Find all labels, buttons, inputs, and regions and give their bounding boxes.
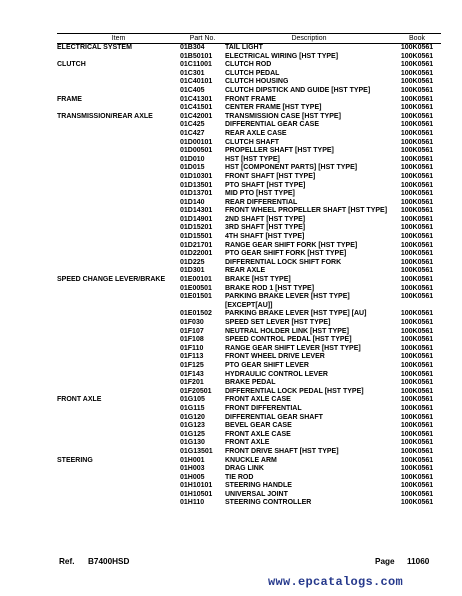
row-book: 100K0561 <box>400 310 434 318</box>
row-book: 100K0561 <box>400 447 434 455</box>
row-item <box>57 199 180 208</box>
row-description: FRONT AXLE <box>225 439 270 447</box>
row-part-no: 01E01502 <box>180 310 212 318</box>
row-book: 100K0561 <box>400 276 434 284</box>
row-part-no: 01H005 <box>180 473 205 481</box>
row-book: 100K0561 <box>400 319 434 326</box>
row-book: 100K0561 <box>400 95 434 103</box>
table-row <box>57 353 441 362</box>
row-description: FRONT AXLE CASE <box>225 430 291 438</box>
row-description: DIFFERENTIAL GEAR CASE <box>225 121 319 129</box>
row-item <box>57 250 180 259</box>
row-item <box>57 216 180 225</box>
row-part-no: 01G115 <box>180 404 205 412</box>
row-part-no: 01E00501 <box>180 284 212 292</box>
table-row <box>57 474 441 483</box>
row-item <box>57 78 180 87</box>
table-row <box>57 310 441 319</box>
row-part-no: 01G105 <box>180 396 205 404</box>
row-item <box>57 156 180 165</box>
header-description: Description <box>291 35 327 42</box>
row-part-no: 01D010 <box>180 155 205 163</box>
row-item <box>57 53 180 62</box>
row-book: 100K0561 <box>400 370 434 378</box>
row-description: BEVEL GEAR CASE <box>225 422 292 430</box>
row-part-no: 01B304 <box>180 44 205 51</box>
table-row <box>57 457 441 466</box>
row-item <box>57 422 180 431</box>
row-part-no: 01D13501 <box>180 181 213 189</box>
row-part-no: 01D00101 <box>180 138 213 146</box>
row-item <box>57 405 180 414</box>
table-row <box>57 104 441 113</box>
table-row <box>57 328 441 337</box>
table-row <box>57 388 441 397</box>
table-row <box>57 113 441 122</box>
row-item: FRAME <box>57 95 82 103</box>
row-part-no: 01H003 <box>180 465 205 473</box>
ref-label: Ref. <box>59 557 75 566</box>
row-book: 100K0561 <box>400 78 434 86</box>
table-row <box>57 147 441 156</box>
row-book: 100K0561 <box>400 413 434 421</box>
table-row <box>57 491 441 500</box>
table-row <box>57 336 441 345</box>
row-item <box>57 147 180 156</box>
row-item <box>57 353 180 362</box>
row-description: 3RD SHAFT [HST TYPE] <box>225 224 306 232</box>
row-book: 100K0561 <box>400 490 434 498</box>
table-row <box>57 199 441 208</box>
row-description: KNUCKLE ARM <box>225 456 277 464</box>
row-book: 100K0561 <box>400 250 434 258</box>
row-description: 4TH SHAFT [HST TYPE] <box>225 233 305 241</box>
row-book: 100K0561 <box>400 121 434 129</box>
table-row <box>57 242 441 251</box>
page-label: Page <box>375 557 395 566</box>
row-description: BRAKE PEDAL <box>225 379 276 387</box>
row-part-no: 01G123 <box>180 422 205 430</box>
row-item <box>57 379 180 388</box>
row-part-no: 01D15501 <box>180 233 213 241</box>
row-item <box>57 164 180 173</box>
row-book: 100K0561 <box>400 147 434 155</box>
row-part-no: 01C42001 <box>180 112 213 120</box>
row-part-no: 01D14301 <box>180 207 213 215</box>
table-row <box>57 156 441 165</box>
row-book: 100K0561 <box>400 207 434 215</box>
parts-table <box>57 33 441 508</box>
row-description: RANGE GEAR SHIFT LEVER [HST TYPE] <box>225 344 361 352</box>
row-book: 100K0561 <box>400 224 434 232</box>
row-description: REAR AXLE CASE <box>225 129 287 137</box>
row-book: 100K0561 <box>400 482 434 490</box>
table-row <box>57 164 441 173</box>
row-book: 100K0561 <box>400 473 434 481</box>
row-book: 100K0561 <box>400 456 434 464</box>
row-part-no: 01F030 <box>180 319 204 326</box>
row-item <box>57 310 180 319</box>
row-book: 100K0561 <box>400 44 434 51</box>
row-book: 100K0561 <box>400 233 434 241</box>
table-row <box>57 224 441 233</box>
row-book: 100K0561 <box>400 439 434 447</box>
row-part-no: 01D140 <box>180 198 205 206</box>
row-item <box>57 474 180 483</box>
table-row <box>57 250 441 259</box>
row-item <box>57 70 180 79</box>
row-part-no: 01D13701 <box>180 190 213 198</box>
table-row <box>57 396 441 405</box>
row-description: DRAG LINK <box>225 465 264 473</box>
row-part-no: 01F125 <box>180 361 204 369</box>
row-book: 100K0561 <box>400 387 434 395</box>
row-part-no: 01H110 <box>180 499 205 507</box>
row-part-no: 01G130 <box>180 439 205 447</box>
row-item <box>57 293 180 310</box>
row-item <box>57 285 180 294</box>
table-row <box>57 207 441 216</box>
row-description: DIFFERENTIAL LOCK PEDAL [HST TYPE] <box>225 387 364 395</box>
row-item <box>57 87 180 96</box>
row-book: 100K0561 <box>400 430 434 438</box>
row-item: TRANSMISSION/REAR AXLE <box>57 112 153 120</box>
row-part-no: 01C11001 <box>180 61 212 69</box>
table-row <box>57 371 441 380</box>
row-part-no: 01F201 <box>180 379 204 387</box>
row-item <box>57 224 180 233</box>
row-description: TIE ROD <box>225 473 254 481</box>
row-description: STEERING CONTROLLER <box>225 499 312 507</box>
row-description: PARKING BRAKE LEVER [HST TYPE] [AU] <box>225 310 367 318</box>
row-description: CLUTCH SHAFT <box>225 138 280 146</box>
row-item <box>57 388 180 397</box>
row-description: TAIL LIGHT <box>225 44 263 51</box>
row-item <box>57 207 180 216</box>
row-part-no: 01D10301 <box>180 172 213 180</box>
row-description: FRONT WHEEL DRIVE LEVER <box>225 353 325 361</box>
row-part-no: 01F108 <box>180 336 204 344</box>
row-description: SPEED CONTROL PEDAL [HST TYPE] <box>225 336 352 344</box>
row-description: SPEED SET LEVER [HST TYPE] <box>225 319 331 326</box>
table-row <box>57 216 441 225</box>
row-item <box>57 259 180 268</box>
row-book: 100K0561 <box>400 404 434 412</box>
table-row <box>57 70 441 79</box>
row-description: ELECTRICAL WIRING [HST TYPE] <box>225 52 339 60</box>
table-row <box>57 293 441 310</box>
row-book: 100K0561 <box>400 61 434 69</box>
table-row <box>57 285 441 294</box>
row-description: FRONT AXLE CASE <box>225 396 291 404</box>
row-part-no: 01D21701 <box>180 241 213 249</box>
row-description: UNIVERSAL JOINT <box>225 490 288 498</box>
row-description: BRAKE ROD 1 [HST TYPE] <box>225 284 315 292</box>
row-item <box>57 431 180 440</box>
table-row <box>57 121 441 130</box>
table-row <box>57 130 441 139</box>
row-description: FRONT DIFFERENTIAL <box>225 404 302 412</box>
row-book: 100K0561 <box>400 52 434 60</box>
row-description: CENTER FRAME [HST TYPE] <box>225 104 322 112</box>
row-item: STEERING <box>57 456 93 464</box>
row-item <box>57 371 180 380</box>
row-item <box>57 491 180 500</box>
row-part-no: 01G125 <box>180 430 205 438</box>
row-book: 100K0561 <box>400 172 434 180</box>
row-part-no: 01C301 <box>180 69 205 77</box>
table-row <box>57 139 441 148</box>
row-book: 100K0561 <box>400 215 434 223</box>
table-row <box>57 414 441 423</box>
row-description: PTO GEAR SHIFT FORK [HST TYPE] <box>225 250 347 258</box>
row-description: REAR AXLE <box>225 267 266 275</box>
row-part-no: 01G120 <box>180 413 205 421</box>
row-description: DIFFERENTIAL LOCK SHIFT FORK <box>225 258 342 266</box>
row-part-no: 01C40101 <box>180 78 213 86</box>
header-book: Book <box>409 35 425 42</box>
row-book: 100K0561 <box>400 69 434 77</box>
row-description: CLUTCH HOUSING <box>225 78 289 86</box>
row-item <box>57 499 180 508</box>
table-row <box>57 465 441 474</box>
row-description: NEUTRAL HOLDER LINK [HST TYPE] <box>225 327 349 335</box>
row-description: TRANSMISSION CASE [HST TYPE] <box>225 112 341 120</box>
row-part-no: 01C41301 <box>180 95 213 103</box>
page-number: 11060 <box>407 557 430 566</box>
row-part-no: 01D015 <box>180 164 205 172</box>
header-part-no: Part No. <box>189 35 216 42</box>
row-description: REAR DIFFERENTIAL <box>225 198 298 206</box>
table-row <box>57 267 441 276</box>
row-book: 100K0561 <box>400 379 434 387</box>
row-description: DIFFERENTIAL GEAR SHAFT <box>225 413 323 421</box>
row-book: 100K0561 <box>400 241 434 249</box>
row-description: 2ND SHAFT [HST TYPE] <box>225 215 306 223</box>
row-description: PTO SHAFT [HST TYPE] <box>225 181 306 189</box>
row-part-no: 01B50101 <box>180 52 213 60</box>
row-book: 100K0561 <box>400 190 434 198</box>
row-part-no: 01D15201 <box>180 224 213 232</box>
row-item <box>57 336 180 345</box>
row-part-no: 01C425 <box>180 121 205 129</box>
row-book: 100K0561 <box>400 267 434 275</box>
row-description: HST [HST TYPE] <box>225 155 280 163</box>
row-part-no: 01D301 <box>180 267 205 275</box>
row-part-no: 01H10101 <box>180 482 213 490</box>
row-description: CLUTCH ROD <box>225 61 272 69</box>
row-book: 100K0561 <box>400 336 434 344</box>
row-item <box>57 362 180 371</box>
row-description: FRONT SHAFT [HST TYPE] <box>225 172 316 180</box>
row-book: 100K0561 <box>400 258 434 266</box>
row-book: 100K0561 <box>400 353 434 361</box>
row-description: FRONT FRAME <box>225 95 276 103</box>
row-part-no: 01E00101 <box>180 276 212 284</box>
row-description: PARKING BRAKE LEVER [HST TYPE] [EXCEPT[AU]] <box>225 293 350 309</box>
row-item <box>57 139 180 148</box>
row-book: 100K0561 <box>400 198 434 206</box>
row-book: 100K0561 <box>400 361 434 369</box>
row-item <box>57 182 180 191</box>
table-row <box>57 87 441 96</box>
table-row <box>57 379 441 388</box>
row-description: RANGE GEAR SHIFT FORK [HST TYPE] <box>225 241 358 249</box>
table-row <box>57 276 441 285</box>
table-row <box>57 439 441 448</box>
row-item <box>57 345 180 354</box>
table-row <box>57 422 441 431</box>
row-item <box>57 439 180 448</box>
row-book: 100K0561 <box>400 344 434 352</box>
row-description: CLUTCH DIPSTICK AND GUIDE [HST TYPE] <box>225 86 371 94</box>
row-item: ELECTRICAL SYSTEM <box>57 44 132 51</box>
row-description: FRONT WHEEL PROPELLER SHAFT [HST TYPE] <box>225 207 388 215</box>
model-code: B7400HSD <box>88 557 130 566</box>
table-row <box>57 345 441 354</box>
row-part-no: 01F107 <box>180 327 204 335</box>
row-description: MID PTO [HST TYPE] <box>225 190 295 198</box>
row-item: SPEED CHANGE LEVER/BRAKE <box>57 276 166 284</box>
table-row <box>57 96 441 105</box>
table-row <box>57 173 441 182</box>
row-part-no: 01H001 <box>180 456 205 464</box>
table-row <box>57 78 441 87</box>
row-part-no: 01D22001 <box>180 250 213 258</box>
row-item: CLUTCH <box>57 61 86 69</box>
table-row <box>57 44 441 53</box>
table-row <box>57 499 441 508</box>
row-part-no: 01F113 <box>180 353 204 361</box>
table-body <box>57 44 441 508</box>
table-row <box>57 405 441 414</box>
row-book: 100K0561 <box>400 465 434 473</box>
row-part-no: 01F143 <box>180 370 204 378</box>
row-part-no: 01H10501 <box>180 490 213 498</box>
table-row <box>57 448 441 457</box>
table-row <box>57 431 441 440</box>
row-item <box>57 242 180 251</box>
row-part-no: 01D225 <box>180 258 205 266</box>
row-part-no: 01D14901 <box>180 215 213 223</box>
row-item <box>57 319 180 328</box>
row-book: 100K0561 <box>400 138 434 146</box>
row-item <box>57 190 180 199</box>
row-part-no: 01F110 <box>180 344 204 352</box>
row-part-no: 01G13501 <box>180 447 213 455</box>
row-item <box>57 267 180 276</box>
table-row <box>57 319 441 328</box>
row-book: 100K0561 <box>400 155 434 163</box>
table-row <box>57 53 441 62</box>
row-item <box>57 414 180 423</box>
row-book: 100K0561 <box>400 327 434 335</box>
row-item <box>57 173 180 182</box>
header-item: Item <box>111 35 126 42</box>
row-part-no: 01D00501 <box>180 147 213 155</box>
row-description: HYDRAULIC CONTROL LEVER <box>225 370 328 378</box>
row-item <box>57 121 180 130</box>
row-book: 100K0561 <box>400 112 434 120</box>
row-book: 100K0561 <box>400 293 434 301</box>
table-header <box>57 33 441 44</box>
row-description: HST [COMPONENT PARTS] [HST TYPE] <box>225 164 358 172</box>
table-row <box>57 259 441 268</box>
row-item <box>57 104 180 113</box>
row-book: 100K0561 <box>400 181 434 189</box>
row-description: STEERING HANDLE <box>225 482 292 490</box>
table-row <box>57 482 441 491</box>
table-row <box>57 190 441 199</box>
row-book: 100K0561 <box>400 164 434 172</box>
row-book: 100K0561 <box>400 104 434 112</box>
row-book: 100K0561 <box>400 284 434 292</box>
table-row <box>57 362 441 371</box>
row-book: 100K0561 <box>400 86 434 94</box>
row-description: CLUTCH PEDAL <box>225 69 280 77</box>
row-item: FRONT AXLE <box>57 396 102 404</box>
row-item <box>57 130 180 139</box>
table-row <box>57 61 441 70</box>
row-item <box>57 328 180 337</box>
table-row <box>57 233 441 242</box>
watermark-url[interactable]: www.epcatalogs.com <box>268 575 404 589</box>
row-item <box>57 233 180 242</box>
row-part-no: 01F20501 <box>180 387 212 395</box>
row-book: 100K0561 <box>400 422 434 430</box>
row-description: BRAKE [HST TYPE] <box>225 276 291 284</box>
row-description: PROPELLER SHAFT [HST TYPE] <box>225 147 334 155</box>
row-part-no: 01C405 <box>180 86 205 94</box>
row-book: 100K0561 <box>400 499 434 507</box>
row-book: 100K0561 <box>400 396 434 404</box>
row-book: 100K0561 <box>400 129 434 137</box>
row-item <box>57 448 180 457</box>
row-description: PTO GEAR SHIFT LEVER <box>225 361 309 369</box>
table-row <box>57 182 441 191</box>
row-part-no: 01C41501 <box>180 104 213 112</box>
row-description: FRONT DRIVE SHAFT [HST TYPE] <box>225 447 339 455</box>
row-part-no: 01C427 <box>180 129 205 137</box>
row-item <box>57 465 180 474</box>
row-part-no: 01E01501 <box>180 293 212 301</box>
row-item <box>57 482 180 491</box>
